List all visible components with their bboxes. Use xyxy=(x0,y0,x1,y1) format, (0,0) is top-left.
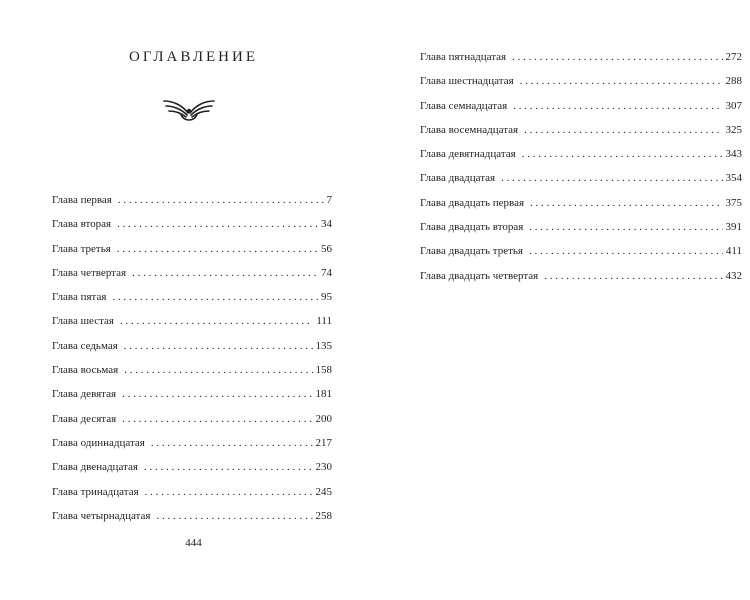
chapter-title: Глава восемнадцатая xyxy=(420,123,519,136)
dot-leader xyxy=(512,51,722,63)
dot-leader xyxy=(122,388,312,400)
toc-entry[interactable] xyxy=(52,413,332,437)
chapter-title: Глава тринадцатая xyxy=(52,485,139,498)
chapter-page-number: 7 xyxy=(326,194,332,206)
toc-entry[interactable] xyxy=(52,364,332,388)
dot-leader xyxy=(529,245,723,257)
chapter-page-number: 325 xyxy=(725,123,742,136)
dot-leader xyxy=(501,172,722,184)
chapter-page-number: 391 xyxy=(725,221,742,234)
chapter-page-number: 230 xyxy=(315,461,332,474)
chapter-page-number: 135 xyxy=(315,339,332,352)
chapter-page-number: 95 xyxy=(321,291,332,304)
chapter-page-number: 181 xyxy=(315,388,332,401)
toc-entry[interactable] xyxy=(420,270,742,294)
dot-leader xyxy=(530,197,722,209)
dot-leader xyxy=(118,194,324,206)
toc-entry[interactable] xyxy=(420,197,742,221)
toc-entry[interactable] xyxy=(52,291,332,315)
chapter-title: Глава десятая xyxy=(52,412,117,425)
chapter-page-number: 217 xyxy=(315,436,332,449)
dot-leader xyxy=(520,75,723,87)
chapter-page-number: 307 xyxy=(725,99,742,112)
dot-leader xyxy=(524,124,722,136)
dot-leader xyxy=(544,270,722,282)
chapter-title: Глава семнадцатая xyxy=(420,99,508,112)
toc-list-right xyxy=(420,51,742,294)
chapter-title: Глава восьмая xyxy=(52,364,119,377)
toc-entry[interactable] xyxy=(420,172,742,196)
chapter-title: Глава двадцатая xyxy=(420,172,496,185)
chapter-page-number: 343 xyxy=(725,148,742,161)
chapter-title: Глава вторая xyxy=(52,218,112,231)
dot-leader xyxy=(122,413,312,425)
chapter-page-number: 74 xyxy=(321,266,332,279)
chapter-page-number: 200 xyxy=(315,412,332,425)
chapter-title: Глава первая xyxy=(52,194,112,206)
toc-entry[interactable] xyxy=(420,221,742,245)
dot-leader xyxy=(112,291,318,303)
dot-leader xyxy=(145,486,313,498)
chapter-title: Глава седьмая xyxy=(52,339,118,352)
dot-leader xyxy=(132,267,318,279)
chapter-title: Глава четырнадцатая xyxy=(52,509,151,522)
toc-entry[interactable] xyxy=(52,388,332,412)
dot-leader xyxy=(120,315,313,327)
chapter-page-number: 258 xyxy=(315,509,332,522)
toc-entry[interactable] xyxy=(52,218,332,242)
dot-leader xyxy=(513,100,722,112)
toc-entry[interactable] xyxy=(52,437,332,461)
toc-entry[interactable] xyxy=(52,340,332,364)
chapter-title: Глава девятнадцатая xyxy=(420,148,516,161)
chapter-page-number: 56 xyxy=(321,242,332,255)
chapter-page-number: 272 xyxy=(725,51,742,63)
toc-entry[interactable] xyxy=(420,75,742,99)
chapter-page-number: 288 xyxy=(725,75,742,88)
dot-leader xyxy=(151,437,313,449)
chapter-title: Глава шестнадцатая xyxy=(420,75,514,88)
chapter-page-number: 411 xyxy=(725,245,742,258)
dot-leader xyxy=(117,218,318,230)
chapter-title: Глава третья xyxy=(52,242,111,255)
chapter-page-number: 245 xyxy=(315,485,332,498)
chapter-page-number: 354 xyxy=(725,172,742,185)
page-number: 444 xyxy=(185,537,202,549)
toc-heading: ОГЛАВЛЕНИЕ xyxy=(129,49,258,65)
toc-entry[interactable] xyxy=(52,461,332,485)
chapter-page-number: 158 xyxy=(315,364,332,377)
toc-entry[interactable] xyxy=(52,315,332,339)
dot-leader xyxy=(522,148,723,160)
chapter-title: Глава двадцать первая xyxy=(420,196,525,209)
right-page xyxy=(375,0,750,600)
toc-entry[interactable] xyxy=(52,267,332,291)
toc-entry[interactable] xyxy=(420,51,742,75)
chapter-page-number: 34 xyxy=(321,218,332,231)
toc-entry[interactable] xyxy=(52,194,332,218)
dot-leader xyxy=(529,221,722,233)
chapter-title: Глава двадцать третья xyxy=(420,245,523,258)
dot-leader xyxy=(117,243,318,255)
toc-entry[interactable] xyxy=(420,148,742,172)
chapter-title: Глава пятая xyxy=(52,291,107,304)
chapter-page-number: 432 xyxy=(725,269,742,282)
chapter-page-number: 375 xyxy=(725,196,742,209)
dot-leader xyxy=(144,461,313,473)
chapter-title: Глава пятнадцатая xyxy=(420,51,507,63)
chapter-title: Глава двенадцатая xyxy=(52,461,138,474)
chapter-page-number: 111 xyxy=(316,315,332,328)
chapter-title: Глава шестая xyxy=(52,315,114,328)
dot-leader xyxy=(124,364,312,376)
winged-emblem-icon xyxy=(163,91,215,125)
toc-entry[interactable] xyxy=(420,124,742,148)
toc-entry[interactable] xyxy=(420,100,742,124)
chapter-title: Глава четвертая xyxy=(52,266,127,279)
chapter-title: Глава двадцать четвертая xyxy=(420,269,539,282)
chapter-title: Глава одиннадцатая xyxy=(52,436,145,449)
toc-list-left xyxy=(52,194,332,534)
dot-leader xyxy=(156,510,312,522)
dot-leader xyxy=(124,340,313,352)
toc-entry[interactable] xyxy=(52,510,332,534)
toc-entry[interactable] xyxy=(420,245,742,269)
toc-entry[interactable] xyxy=(52,243,332,267)
chapter-title: Глава двадцать вторая xyxy=(420,221,524,234)
chapter-title: Глава девятая xyxy=(52,388,117,401)
toc-entry[interactable] xyxy=(52,486,332,510)
